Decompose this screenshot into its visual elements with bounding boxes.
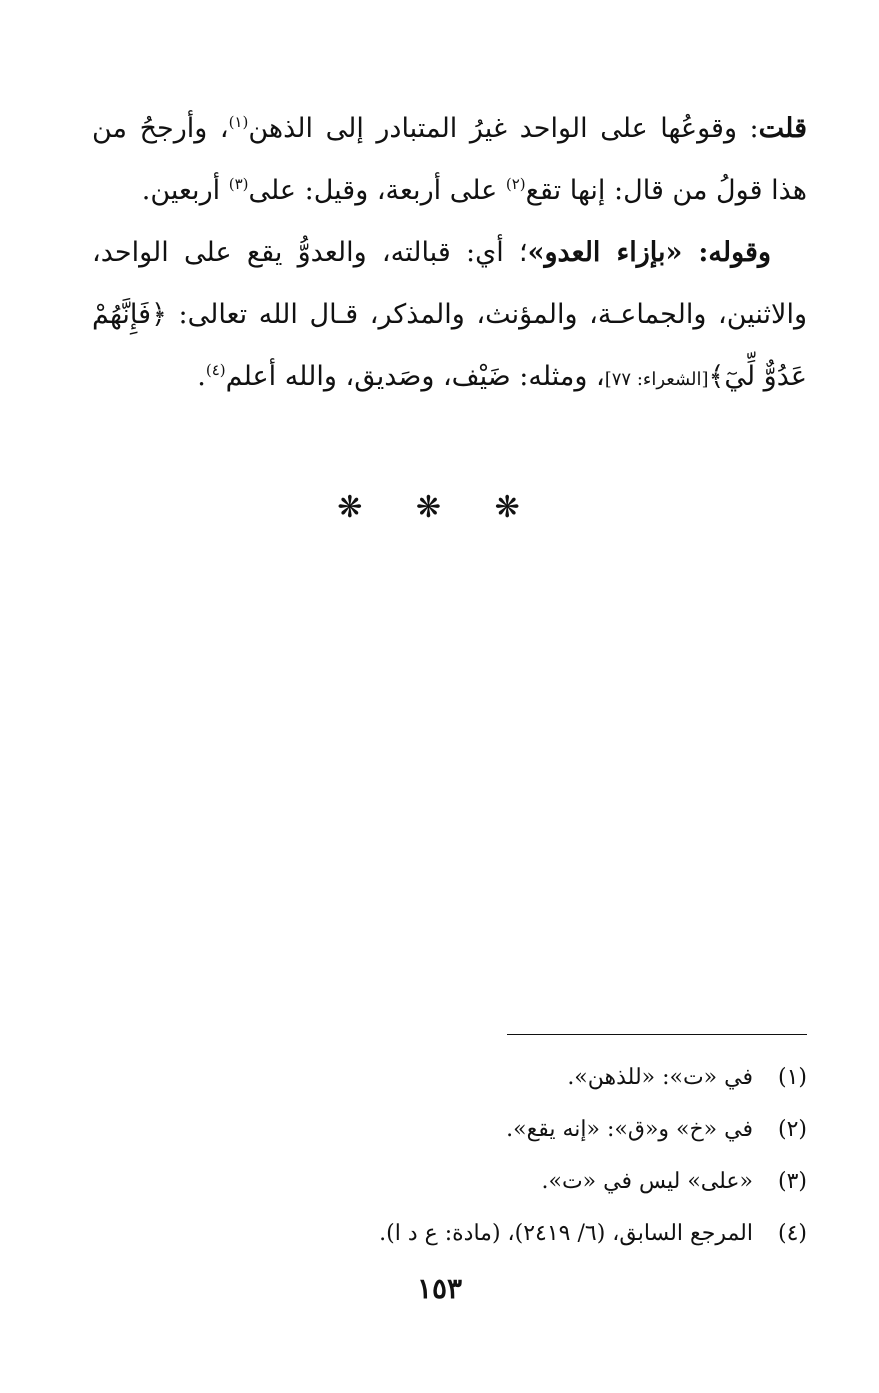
footnote-marker-2[interactable]: (٢) [505,175,526,193]
paragraph-1-text-a: : وقوعُها على الواحد غيرُ المتبادر إلى الذهن [248,113,759,144]
qultu-lead: قلت [758,113,807,144]
footnote-divider [507,1034,807,1035]
page-number: ١٥٣ [416,1272,463,1305]
footnote-number: (٤) [777,1221,807,1246]
footnote-2 [200,1104,807,1156]
footnote-text: «على» ليس في «ت». [541,1169,753,1194]
footnote-3 [200,1156,807,1208]
footnote-number: (٢) [777,1117,807,1142]
footnote-text: في «خ» و«ق»: «إنه يقع». [506,1117,753,1142]
paragraph-2-text-c: . [197,361,206,392]
main-text [92,98,807,411]
footnote-text: المرجع السابق، (٦/ ٢٤١٩)، (مادة: ع د ا). [379,1221,753,1246]
paragraph-2-text-a: ؛ أي: قبالته، والعدوُّ يقع على الواحد، والاثنين، والجماعـة، والمؤنث، والمذكر، قـال الله تعالى: [92,237,807,330]
footnote-4 [200,1208,807,1260]
footnote-text: في «ت»: «للذهن». [567,1065,753,1090]
footnote-marker-3[interactable]: (٣) [228,175,249,193]
footnotes [200,1052,807,1260]
footnote-number: (٣) [777,1169,807,1194]
footnote-1 [200,1052,807,1104]
paragraph-1 [92,98,807,222]
section-separator: ❋ ❋ ❋ [337,490,542,525]
paragraph-1-text-d: أربعين. [141,175,229,206]
footnote-marker-1[interactable]: (١) [228,113,249,131]
quote-lead: وقوله: «بإزاء العدو» [527,237,771,268]
footnote-marker-4[interactable]: (٤) [205,361,226,379]
footnote-number: (١) [777,1065,807,1090]
paragraph-2 [92,222,807,411]
quran-verse: ﴿فَإِنَّهُمْ عَدُوٌّ لِّيٓ﴾ [92,299,807,392]
verse-reference: [الشعراء: ٧٧] [604,369,709,390]
paragraph-1-text-c: على أربعة، وقيل: على [248,175,506,206]
paragraph-2-text-b: ، ومثله: ضَيْف، وصَديق، والله أعلم [225,361,605,392]
paragraph-1-text-b: ، وأرجحُ من هذا قولُ من قال: إنها تقع [92,113,807,206]
